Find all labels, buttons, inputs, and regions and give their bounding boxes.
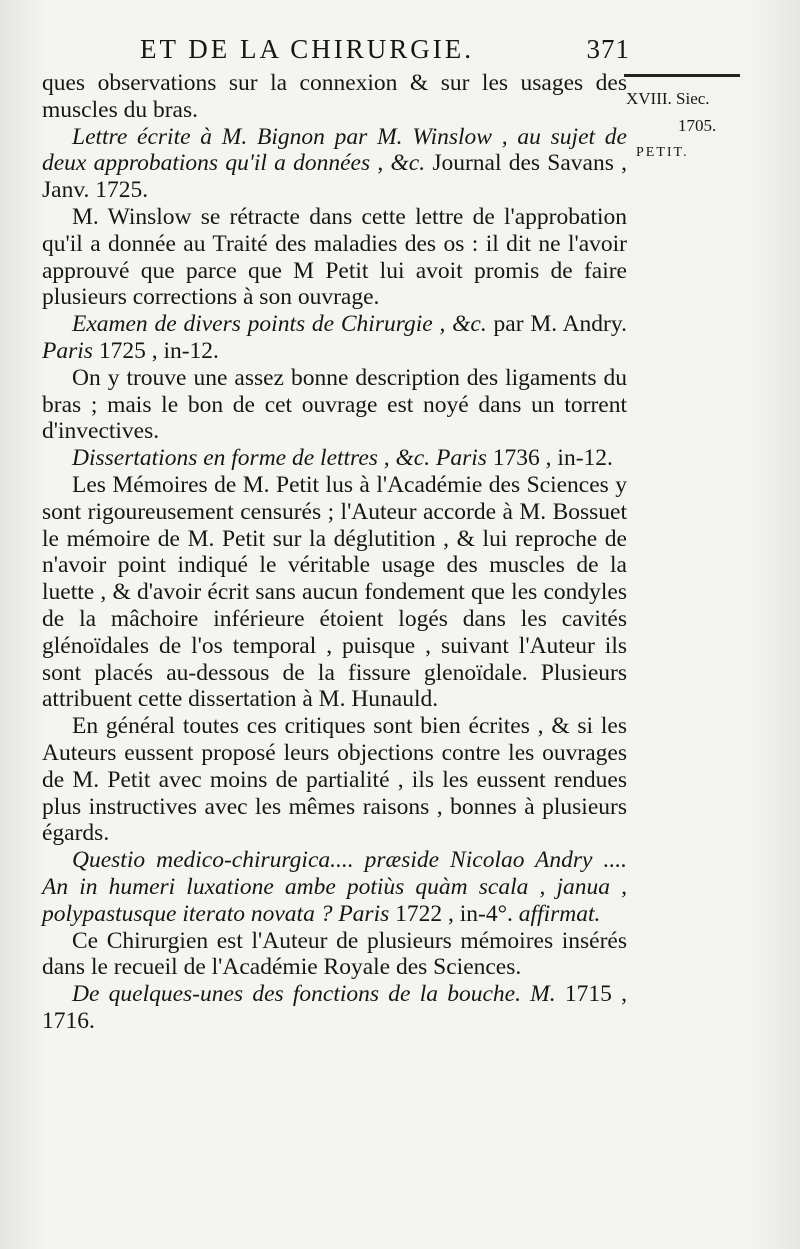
text-run: M. Winslow se rétracte dans cette lettre de l'approbation qu'il a donnée au Traité des maladies des os : il dit ne l'avoir approuvé que parce que M Petit lui avoit promis de faire plusieurs corrections à son ouvrage. <box>42 203 627 311</box>
margin-century: XVIII. Siec. <box>626 89 710 108</box>
bibliography-entry <box>42 445 627 472</box>
paragraph <box>42 204 627 311</box>
text-run: Les Mémoires de M. Petit lus à l'Académie des Sciences y sont rigoureusement censurés ; l'Auteur accorde à M. Bossuet le mémoire de M. Petit sur la déglutition , & lui reproche de n'avoir point indiqué le véritable usage des muscles de la luette , & d'avoir écrit sans aucun fondement que les condyles de la mâchoire inférieure étoient logés dans les cavités glénoïdales de l'os temporal , puisque , suivant l'Auteur ils sont placés au-dessous de la fissure glenoïdale. Plusieurs attribuent cette dissertation à M. Hunauld. <box>42 471 627 713</box>
paragraph <box>42 713 627 847</box>
text-run: On y trouve une assez bonne description des ligaments du bras ; mais le bon de cet ouvrage est noyé dans un torrent d'invectives. <box>42 364 627 445</box>
italic-text: Dissertations en forme de lettres , &c. Paris <box>72 445 487 472</box>
margin-notes <box>622 68 792 166</box>
running-title: ET DE LA CHIRURGIE. <box>140 34 474 64</box>
text-run: par M. Andry. <box>486 311 627 338</box>
text-run: 1725 , in-12. <box>92 337 219 364</box>
text-run: ques observations sur la connexion & sur les usages des muscles du bras. <box>42 70 627 123</box>
margin-author: PETIT. <box>636 145 689 160</box>
bibliography-entry <box>42 981 627 1035</box>
bibliography-entry <box>42 124 627 204</box>
text-run: 1722 , in-4°. <box>389 900 519 927</box>
margin-rule <box>624 74 740 77</box>
italic-text: Lettre écrite à M. Bignon par M. Winslow , au sujet de deux approbations qu'il a données , &c. <box>42 123 627 177</box>
italic-text: Questio medico-chirurgica.... præside Nicolao Andry .... An in humeri luxatione ambe potiùs quàm scala , janua , polypastusque iterato novata ? Paris <box>42 847 627 927</box>
text-run: 1736 , in-12. <box>486 445 613 472</box>
paragraph <box>42 928 627 982</box>
bibliography-entry <box>42 847 627 927</box>
page-body <box>42 70 627 1035</box>
text-run: En général toutes ces critiques sont bien écrites , & si les Auteurs eussent proposé leurs objections contre les ouvrages de M. Petit avec moins de partialité , ils les eussent rendues plus instructives avec les mêmes raisons , bonnes à plusieurs égards. <box>42 713 627 847</box>
italic-text: Paris <box>42 337 93 364</box>
paragraph <box>42 70 627 124</box>
margin-year: 1705. <box>678 116 717 135</box>
page-number: 371 <box>586 34 630 64</box>
italic-text: De quelques-unes des fonctions de la bouche. M. <box>72 981 556 1008</box>
paragraph <box>42 472 627 713</box>
text-run: Journal des Savans , Janv. 1725. <box>42 150 627 204</box>
paragraph <box>42 365 627 445</box>
page-header <box>140 30 630 70</box>
italic-text: affirmat. <box>518 900 601 927</box>
italic-text: Examen de divers points de Chirurgie , &c. <box>72 311 487 338</box>
text-run: 1715 , 1716. <box>42 981 627 1034</box>
text-run: Ce Chirurgien est l'Auteur de plusieurs mémoires insérés dans le recueil de l'Académie Royale des Sciences. <box>42 927 627 981</box>
bibliography-entry <box>42 311 627 365</box>
